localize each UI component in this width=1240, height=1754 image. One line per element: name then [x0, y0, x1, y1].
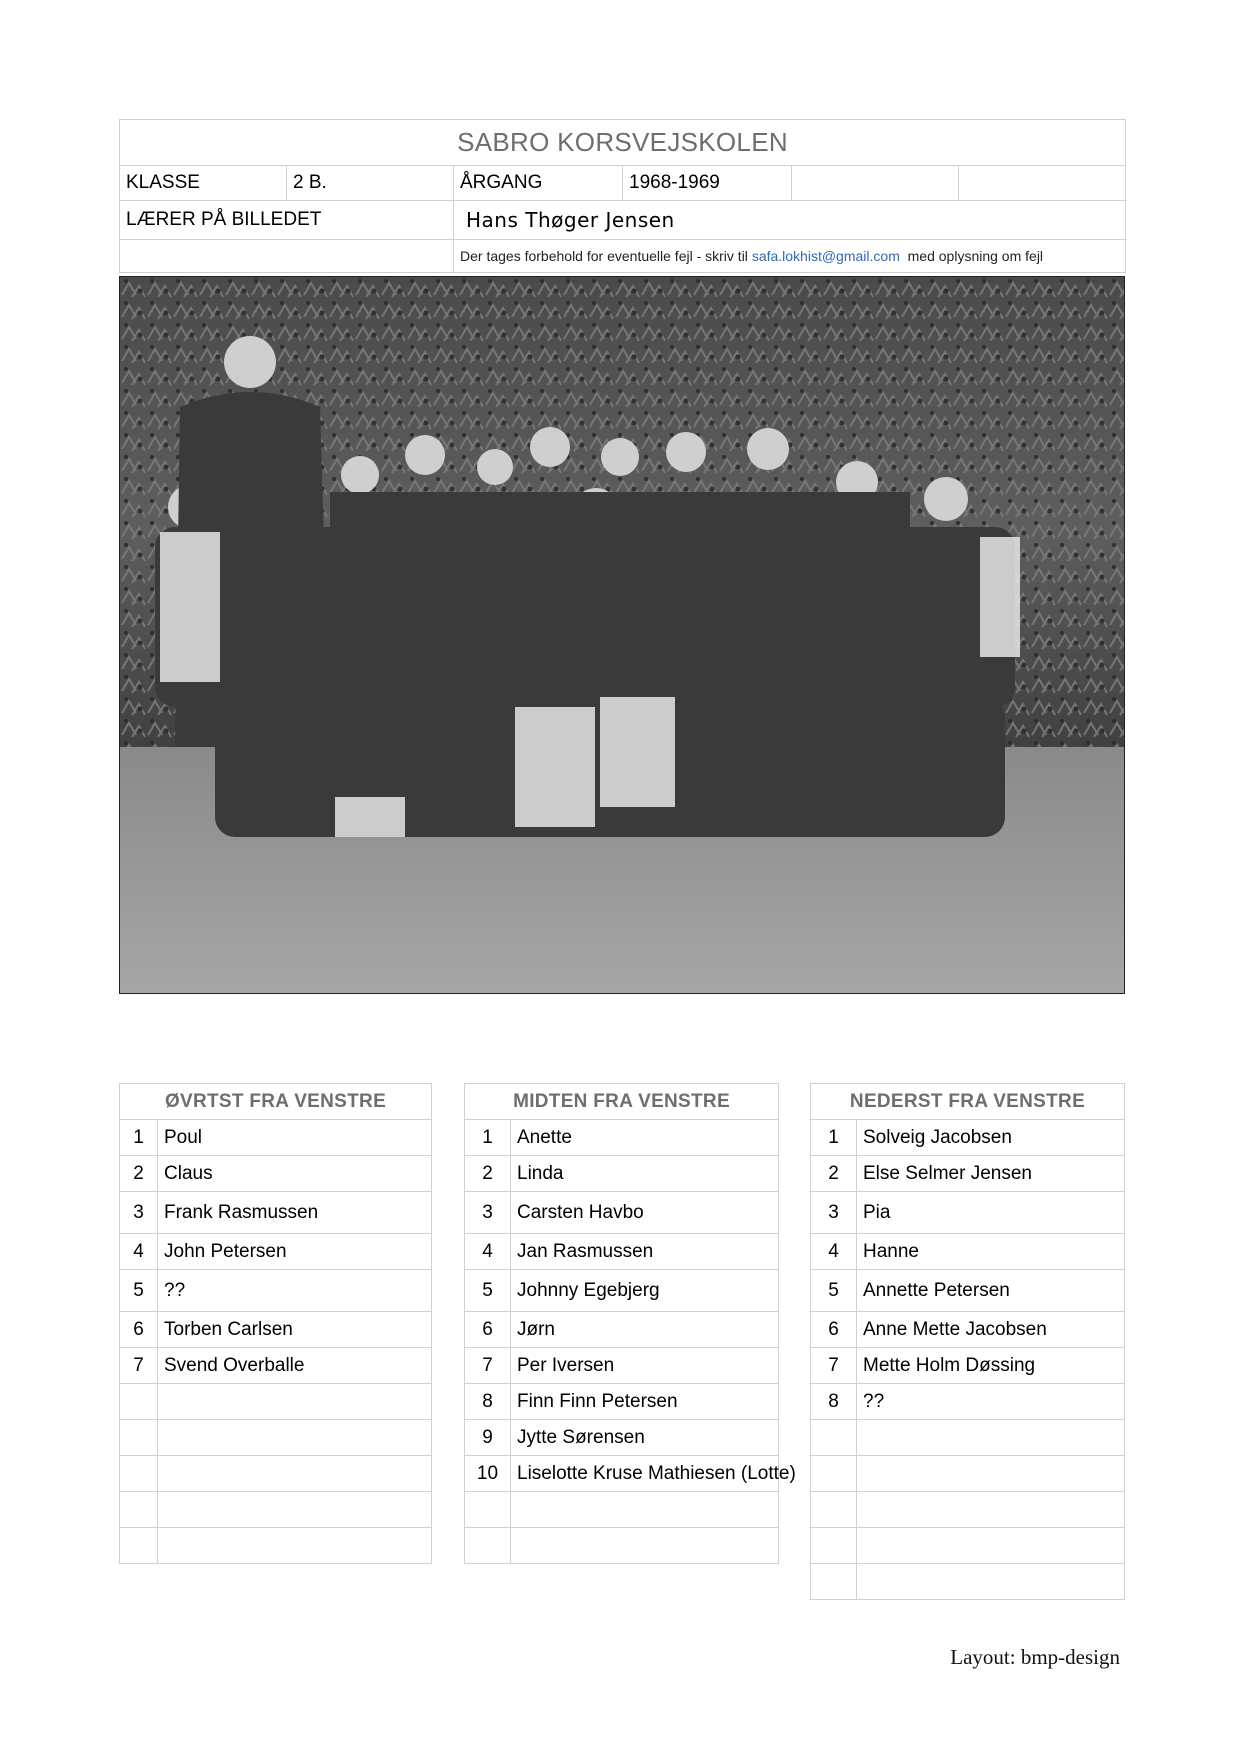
column-heading: MIDTEN FRA VENSTRE — [465, 1084, 779, 1120]
row-number: 2 — [120, 1156, 158, 1192]
person-name — [158, 1492, 432, 1528]
layout-credit: Layout: bmp-design — [950, 1645, 1120, 1669]
row-number — [120, 1456, 158, 1492]
row-number — [465, 1492, 511, 1528]
column-heading: NEDERST FRA VENSTRE — [811, 1084, 1125, 1120]
row-number: 2 — [811, 1156, 857, 1192]
row-number: 6 — [811, 1312, 857, 1348]
person-name: Svend Overballe — [158, 1348, 432, 1384]
person-name: Anette — [511, 1120, 779, 1156]
person-name: John Petersen — [158, 1234, 432, 1270]
row-number: 10 — [465, 1456, 511, 1492]
person-name — [158, 1420, 432, 1456]
person-name: Annette Petersen — [857, 1270, 1125, 1312]
row-number: 1 — [120, 1120, 158, 1156]
person-name: Johnny Egebjerg — [511, 1270, 779, 1312]
person-name: ?? — [857, 1384, 1125, 1420]
person-name: Hanne — [857, 1234, 1125, 1270]
person-name — [857, 1528, 1125, 1564]
person-name — [857, 1456, 1125, 1492]
person-name: Liselotte Kruse Mathiesen (Lotte) — [511, 1456, 779, 1492]
person-name: Jan Rasmussen — [511, 1234, 779, 1270]
person-name: Poul — [158, 1120, 432, 1156]
row-number: 5 — [120, 1270, 158, 1312]
person-name: Frank Rasmussen — [158, 1192, 432, 1234]
row-number — [811, 1564, 857, 1600]
person-name: Pia — [857, 1192, 1125, 1234]
row-number: 6 — [465, 1312, 511, 1348]
class-value: 2 B. — [287, 166, 454, 201]
person-name: Finn Finn Petersen — [511, 1384, 779, 1420]
row-number — [120, 1492, 158, 1528]
header-table — [119, 119, 1126, 273]
teacher-label: LÆRER PÅ BILLEDET — [120, 201, 454, 240]
row-number — [120, 1384, 158, 1420]
row-number — [811, 1420, 857, 1456]
contact-email-link[interactable]: safa.lokhist@gmail.com — [751, 248, 900, 264]
row-number — [120, 1528, 158, 1564]
row-number — [811, 1492, 857, 1528]
person-name — [511, 1528, 779, 1564]
person-name — [857, 1564, 1125, 1600]
row-number: 6 — [120, 1312, 158, 1348]
person-name — [158, 1384, 432, 1420]
row-number: 3 — [465, 1192, 511, 1234]
person-name: Per Iversen — [511, 1348, 779, 1384]
person-name — [158, 1456, 432, 1492]
row-number: 4 — [465, 1234, 511, 1270]
row-number: 9 — [465, 1420, 511, 1456]
empty-cell — [120, 240, 454, 273]
person-name: Else Selmer Jensen — [857, 1156, 1125, 1192]
disclaimer-note — [454, 240, 1126, 273]
disclaimer-text-end: med oplysning om fejl — [907, 248, 1044, 264]
year-label: ÅRGANG — [454, 166, 623, 201]
person-name: Carsten Havbo — [511, 1192, 779, 1234]
row-number: 5 — [465, 1270, 511, 1312]
person-name: Solveig Jacobsen — [857, 1120, 1125, 1156]
row-number: 7 — [120, 1348, 158, 1384]
school-name: SABRO KORSVEJSKOLEN — [120, 120, 1126, 166]
person-name: Linda — [511, 1156, 779, 1192]
names-bottom-row-table — [810, 1083, 1125, 1600]
person-name: Mette Holm Døssing — [857, 1348, 1125, 1384]
row-number: 3 — [120, 1192, 158, 1234]
disclaimer-text: Der tages forbehold for eventuelle fejl - skriv til — [460, 248, 748, 264]
row-number: 1 — [465, 1120, 511, 1156]
year-value: 1968-1969 — [623, 166, 792, 201]
row-number: 2 — [465, 1156, 511, 1192]
row-number: 4 — [120, 1234, 158, 1270]
class-photo — [119, 276, 1125, 994]
row-number: 5 — [811, 1270, 857, 1312]
row-number: 7 — [811, 1348, 857, 1384]
teacher-name: Hans Thøger Jensen — [454, 201, 1126, 240]
person-name: Torben Carlsen — [158, 1312, 432, 1348]
row-number — [465, 1528, 511, 1564]
column-heading: ØVRTST FRA VENSTRE — [120, 1084, 432, 1120]
names-middle-row-table — [464, 1083, 796, 1564]
row-number: 1 — [811, 1120, 857, 1156]
person-name — [511, 1492, 779, 1528]
person-name: Jytte Sørensen — [511, 1420, 779, 1456]
row-number: 4 — [811, 1234, 857, 1270]
person-name: Claus — [158, 1156, 432, 1192]
names-top-row-table — [119, 1083, 432, 1564]
empty-cell — [792, 166, 959, 201]
row-number — [811, 1456, 857, 1492]
empty-cell — [959, 166, 1126, 201]
class-photo-image — [120, 277, 1124, 993]
class-label: KLASSE — [120, 166, 287, 201]
person-name: ?? — [158, 1270, 432, 1312]
person-name: Jørn — [511, 1312, 779, 1348]
row-number — [120, 1420, 158, 1456]
row-number: 7 — [465, 1348, 511, 1384]
row-number: 8 — [465, 1384, 511, 1420]
person-name — [158, 1528, 432, 1564]
person-name — [857, 1492, 1125, 1528]
row-number: 3 — [811, 1192, 857, 1234]
row-number: 8 — [811, 1384, 857, 1420]
person-name: Anne Mette Jacobsen — [857, 1312, 1125, 1348]
person-name — [857, 1420, 1125, 1456]
row-number — [811, 1528, 857, 1564]
